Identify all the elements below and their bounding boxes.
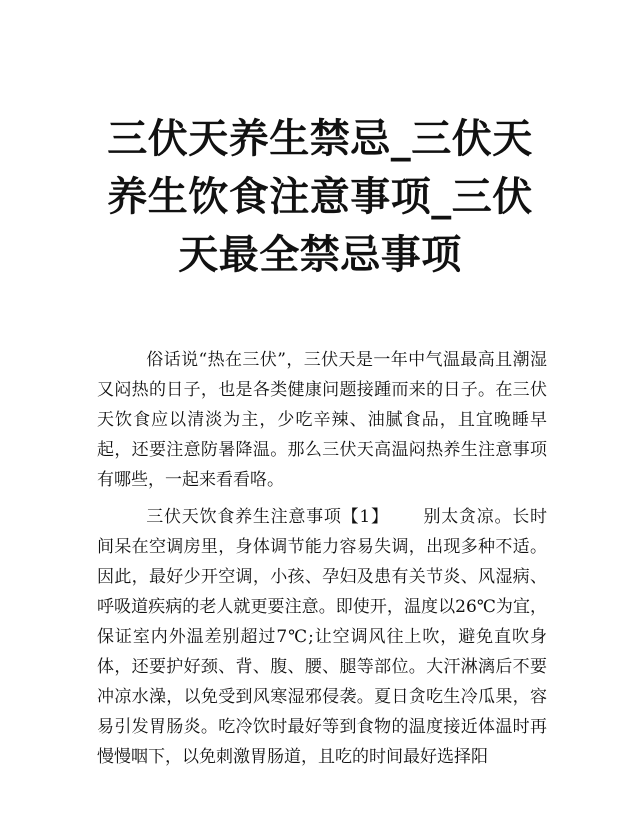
section-text: 别太贪凉。长时间呆在空调房里，身体调节能力容易失调，出现多种不适。因此，最好少开空调，小孩、孕妇及患有关节炎、风湿病、呼吸道疾病的老人就更要注意。即使开，温度以26℃为宜，保证室内外温差别超过7℃;让空调风往上吹，避免直吹身体，还要护好颈、背、腹、腰、腿等部位。大汗淋漓后不要冲凉水澡，以免受到风寒湿邪侵袭。夏日贪吃生冷瓜果，容易引发胃肠炎。吃冷饮时最好等到食物的温度接近体温时再慢慢咽下，以免刺激胃肠道，且吃的时间最好选择阳 (97, 507, 547, 767)
document-title: 三伏天养生禁忌_三伏天养生饮食注意事项_三伏天最全禁忌事项 (107, 115, 533, 278)
document-body (97, 345, 547, 779)
intro-paragraph (97, 345, 547, 495)
section-paragraph (97, 502, 547, 772)
intro-text: 俗话说“热在三伏”，三伏天是一年中气温最高且潮湿又闷热的日子，也是各类健康问题接踵而来的日子。在三伏天饮食应以清淡为主，少吃辛辣、油腻食品，且宜晚睡早起，还要注意防暑降温。那么三伏天高温闷热养生注意事项有哪些，一起来看看咯。 (97, 350, 547, 490)
section-heading: 三伏天饮食养生注意事项【1】 (146, 507, 389, 527)
